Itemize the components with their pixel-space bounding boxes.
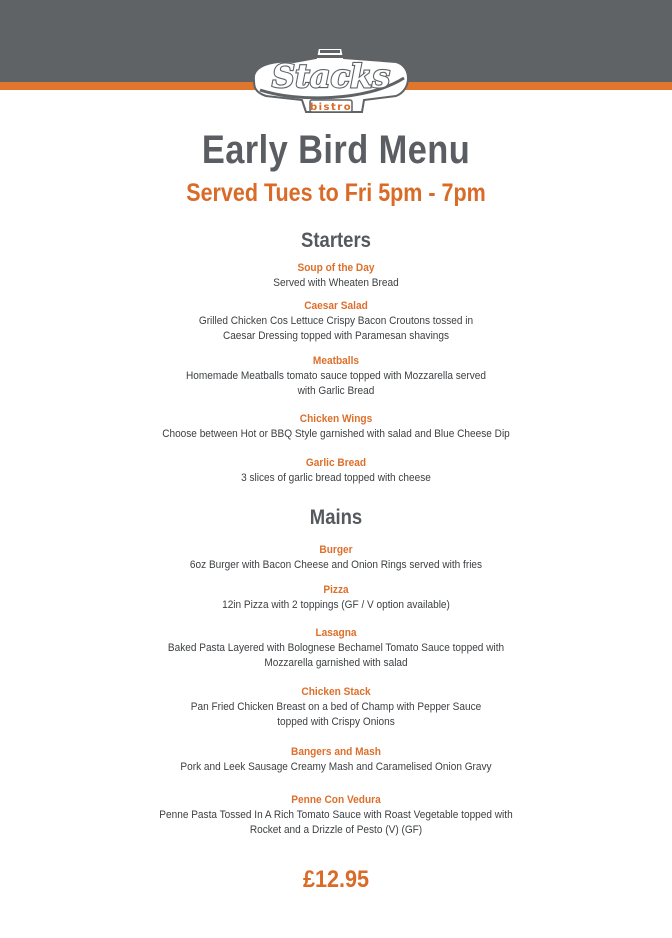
logo-sub: bistro xyxy=(309,102,353,113)
menu-item-name: Garlic Bread xyxy=(305,457,367,469)
menu-price: £12.95 xyxy=(302,866,370,893)
logo-graphic xyxy=(246,40,416,120)
menu-item-desc: topped with Crispy Onions xyxy=(277,716,395,728)
menu-item-desc: Mozzarella garnished with salad xyxy=(264,657,408,669)
page-title: Early Bird Menu xyxy=(201,128,471,172)
menu-item-name: Chicken Wings xyxy=(299,413,373,425)
mains-heading: Mains xyxy=(309,506,363,529)
menu-item-name: Penne Con Vedura xyxy=(291,794,381,806)
menu-item-desc: Homemade Meatballs tomato sauce topped with Mozzarella served xyxy=(186,370,486,382)
menu-item-desc: 3 slices of garlic bread topped with cheese xyxy=(241,472,431,484)
menu-item-desc: Baked Pasta Layered with Bolognese Bechamel Tomato Sauce topped with xyxy=(167,642,505,654)
menu-item-name: Caesar Salad xyxy=(304,300,368,312)
page-subtitle: Served Tues to Fri 5pm - 7pm xyxy=(186,179,486,207)
menu-item-name: Soup of the Day xyxy=(297,262,375,274)
stacks-bistro-logo xyxy=(246,40,416,120)
menu-item-name: Meatballs xyxy=(312,355,360,367)
menu-item-name: Burger xyxy=(319,544,353,556)
menu-item-desc: 12in Pizza with 2 toppings (GF / V option available) xyxy=(222,599,450,611)
menu-item-name: Pizza xyxy=(323,584,349,596)
menu-item-desc: Penne Pasta Tossed In A Rich Tomato Sauce with Roast Vegetable topped with xyxy=(159,809,513,821)
menu-item-desc: 6oz Burger with Bacon Cheese and Onion Rings served with fries xyxy=(189,559,483,571)
menu-item-desc: Grilled Chicken Cos Lettuce Crispy Bacon Croutons tossed in xyxy=(198,315,474,327)
menu-item-name: Bangers and Mash xyxy=(291,746,381,758)
menu-item-desc: Caesar Dressing topped with Paramesan shavings xyxy=(222,330,450,342)
menu-item-name: Chicken Stack xyxy=(301,686,371,698)
menu-item-desc: with Garlic Bread xyxy=(297,385,375,397)
menu-item-desc: Choose between Hot or BBQ Style garnished with salad and Blue Cheese Dip xyxy=(162,428,510,440)
menu-item-desc: Rocket and a Drizzle of Pesto (V) (GF) xyxy=(249,824,423,836)
menu-item-desc: Served with Wheaten Bread xyxy=(273,277,399,289)
logo-word: Stacks xyxy=(271,57,391,95)
starters-heading: Starters xyxy=(301,229,371,252)
menu-item-desc: Pork and Leek Sausage Creamy Mash and Caramelised Onion Gravy xyxy=(180,761,492,773)
menu-item-desc: Pan Fried Chicken Breast on a bed of Champ with Pepper Sauce xyxy=(190,701,482,713)
menu-item-name: Lasagna xyxy=(315,627,357,639)
